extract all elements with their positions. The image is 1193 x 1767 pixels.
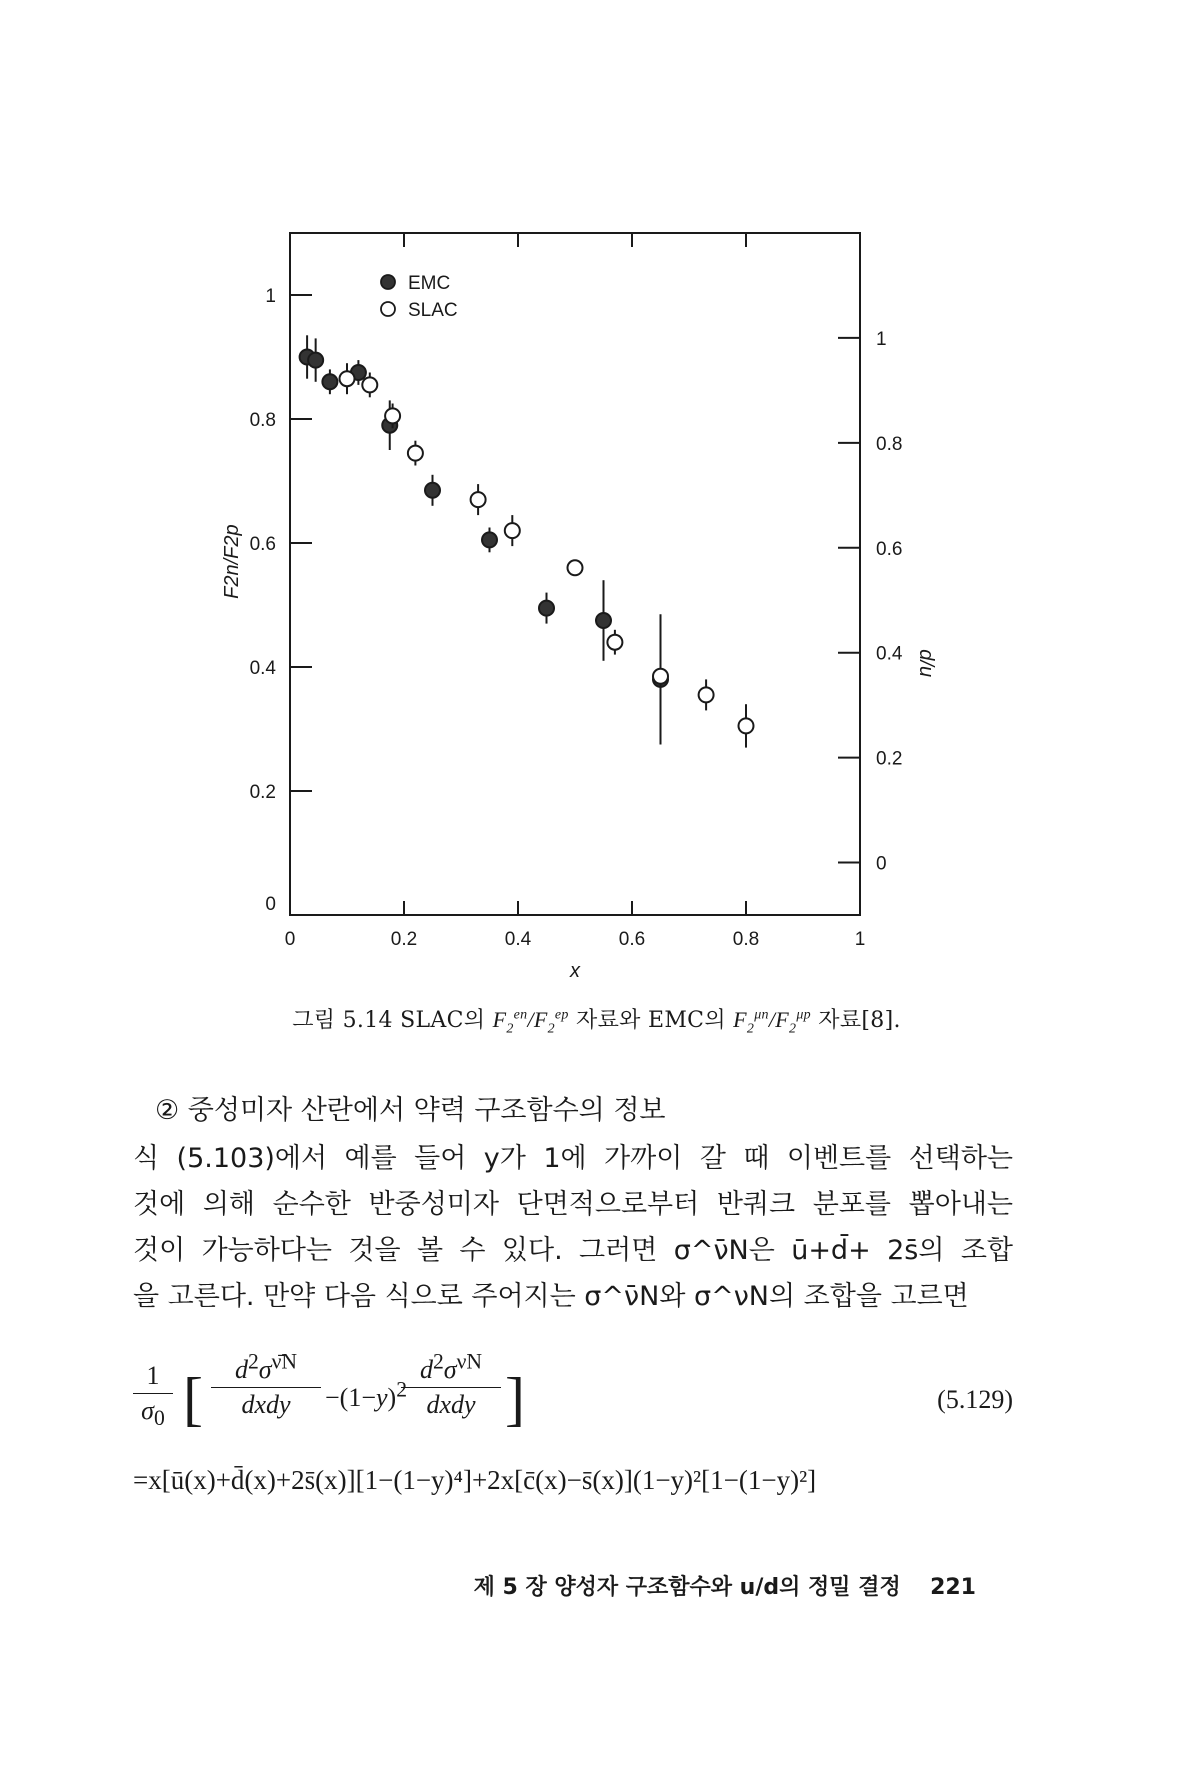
data-point-slac: [568, 560, 583, 575]
data-point-slac: [385, 408, 400, 423]
y-tick-label-right: 0.2: [876, 748, 903, 770]
data-point-slac: [408, 446, 423, 461]
x-axis-label: x: [570, 960, 580, 982]
y-tick-label-right: 1: [876, 328, 887, 350]
page-number: 221: [930, 1575, 976, 1600]
data-point-slac: [607, 635, 622, 650]
data-point-emc: [596, 613, 611, 628]
data-point-slac: [471, 492, 486, 507]
data-point-slac: [739, 718, 754, 733]
figure-caption: [0, 1003, 1193, 1037]
paragraph-line: 것이 가능하다는 것을 볼 수 있다. 그러면 σ^ν̄N은 ū+d̄+ 2s̄의 조합: [133, 1235, 1013, 1266]
y-tick-label-left: 0: [265, 894, 276, 915]
y-tick-label-left: 0.6: [249, 534, 276, 555]
data-point-emc: [308, 353, 323, 368]
paragraph-line: 을 고른다. 만약 다음 식으로 주어지는 σ^ν̄N와 σ^νN의 조합을 고르면: [133, 1281, 969, 1312]
equation-second-line: =x[ū(x)+d̄(x)+2s̄(x)][1−(1−y)⁴]+2x[c̄(x)−s̄(x)](1−y)²[1−(1−y)²]: [133, 1465, 817, 1495]
x-tick-label: 0.6: [618, 929, 646, 950]
x-tick-label: 0.8: [732, 929, 760, 950]
paragraph-line: 식 (5.103)에서 예를 들어 y가 1에 가까이 갈 때 이벤트를 선택하는: [133, 1143, 1013, 1174]
y-axis-label-right: d/u: [915, 649, 937, 678]
legend-marker-emc: [381, 275, 395, 289]
x-tick-label: 0: [284, 929, 296, 950]
y-axis-label-left: F2n/F2p: [221, 524, 243, 599]
equation-number: (5.129): [937, 1385, 1013, 1414]
legend-label-slac: SLAC: [408, 300, 458, 321]
data-point-emc: [482, 532, 497, 547]
caption-formula-emc: $F_2^{\mu n}/F_2^{\mu p}$: [733, 1007, 811, 1037]
data-point-slac: [699, 687, 714, 702]
y-tick-label-right: 0.8: [876, 433, 903, 455]
data-point-slac: [505, 523, 520, 538]
running-head: 제 5 장 양성자 구조함수와 u/d의 정밀 결정: [473, 1575, 901, 1600]
y-tick-label-left: 0.8: [249, 410, 276, 431]
data-point-slac: [653, 669, 668, 684]
caption-prefix: 그림 5.14 SLAC의: [292, 1008, 486, 1033]
frac-antineutrino: $d^2\sigma^{\nūN}$ dxdy: [211, 1355, 321, 1420]
data-point-emc: [425, 483, 440, 498]
data-point-emc: [539, 601, 554, 616]
frac-neutrino: $d^2\sigma^{\nu N}$ dxdy: [401, 1355, 501, 1420]
x-tick-label: 0.4: [504, 929, 532, 950]
y-tick-label-right: 0: [876, 853, 887, 875]
y-tick-label-left: 0.2: [249, 782, 276, 803]
y-tick-label-left: 1: [265, 286, 276, 307]
x-tick-label: 0.2: [390, 929, 418, 950]
legend-marker-slac: [381, 302, 395, 316]
equation-first-line: $\frac{1}{\sigma_0}$ [ $d^2\sigma^{\nūN}$ dxdy $-(1-y)^2$ $d^2\sigma^{\nu N}$ dxdy ] (5.129): [133, 1355, 1013, 1445]
data-point-emc: [322, 374, 337, 389]
y-tick-label-right: 0.4: [876, 643, 903, 665]
section-heading: ② 중성미자 산란에서 약력 구조함수의 정보: [155, 1095, 666, 1126]
x-tick-label: 1: [854, 929, 866, 950]
caption-formula-slac: $F_2^{en}/F_2^{ep}$: [492, 1007, 569, 1037]
paragraph-line: 것에 의해 순수한 반중성미자 단면적으로부터 반쿼크 분포를 뽑아내는: [133, 1189, 1013, 1220]
data-point-slac: [340, 371, 355, 386]
body-paragraph: [133, 1136, 1013, 1320]
running-footer: [0, 1570, 976, 1601]
y-tick-label-left: 0.4: [249, 658, 276, 679]
y-tick-label-right: 0.6: [876, 538, 903, 560]
frac-one-over-sigma: $\frac{1}{\sigma_0}$: [133, 1361, 173, 1426]
legend-label-emc: EMC: [408, 273, 451, 294]
caption-suffix: 자료[8].: [818, 1008, 901, 1033]
data-point-slac: [362, 377, 377, 392]
caption-mid: 자료와 EMC의: [576, 1008, 726, 1033]
